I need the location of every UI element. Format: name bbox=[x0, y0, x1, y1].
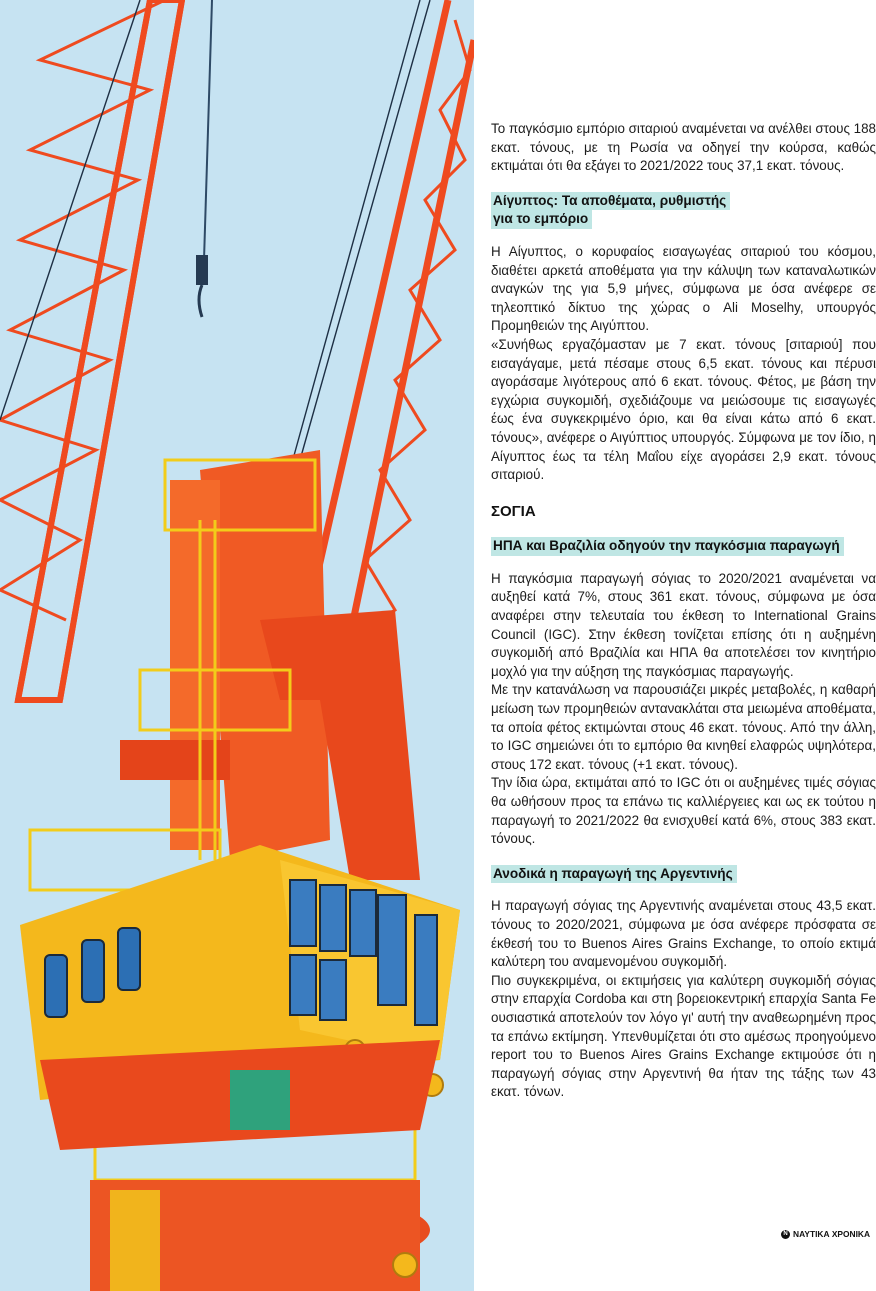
article-column bbox=[491, 120, 876, 1102]
publication-logo-icon: N bbox=[781, 1230, 790, 1239]
egypt-paragraph-2: «Συνήθως εργαζόμασταν με 7 εκατ. τόνους [σιταριού] που εισαγάγαμε, μετά πέσαμε στους 6,5 εκατ. τόνους και πέρυσι αγοράσαμε λιγότερους από 6 εκατ. τόνους. Φέτος, με βάση την εγχώρια συγκομιδή, σχεδιάζουμε να μειώσουμε τις εισαγωγές έως ένα συγκεκριμένο όριο, και θα είναι κάτω από 6 εκατ. τόνους», ανέφερε ο Αιγύπτιος υπουργός. Σύμφωνα με τον ίδιο, η Αίγυπτος έως τα τέλη Μαΐου είχε αγοράσει 2,9 εκατ. τόνους σιταριού. bbox=[491, 336, 876, 483]
intro-paragraph: Το παγκόσμιο εμπόριο σιταριού αναμένεται να ανέλθει στους 188 εκατ. τόνους, με τη Ρωσία να οδηγεί την κούρσα, καθώς εκτιμάται ότι θα εξάγει το 2021/2022 τους 37,1 εκατ. τόνους. bbox=[491, 121, 876, 174]
hook-block bbox=[196, 255, 208, 285]
usa-brazil-heading bbox=[491, 537, 876, 556]
usa-brazil-paragraph-2: Με την κατανάλωση να παρουσιάζει μικρές μεταβολές, η καθαρή μείωση των προμηθειών αντανακλάται στα μειωμένα αποθέματα, τα οποία φέτος εκτιμώνται στους 46 εκατ. τόνους. Από την άλλη, το IGC σημειώνει ότι το εμπόριο θα κινηθεί ελαφρώς υψηλότερα, στους 172 εκατ. τόνους (+1 εκατ. τόνους). bbox=[491, 682, 876, 772]
usa-brazil-paragraph-3: Την ίδια ώρα, εκτιμάται από το IGC ότι οι αυξημένες τιμές σόγιας θα ωθήσουν προς τα επάνω τις καλλιέργειες και ως εκ τούτου η παραγωγή το 2021/2022 θα ενισχυθεί κατά 6%, στους 383 εκατ. τόνους. bbox=[491, 775, 876, 847]
egypt-paragraph-1: Η Αίγυπτος, ο κορυφαίος εισαγωγέας σιταριού του κόσμου, διαθέτει αρκετά αποθέματα για την κάλυψη των καταναλωτικών αναγκών της για 5,9 μήνες, σύμφωνα με όσα ανέφερε σε τηλεοπτικό δίκτυο της χώρας ο Ali Moselhy, υπουργός Προμηθειών της Αιγύπτου. bbox=[491, 243, 876, 334]
argentina-heading bbox=[491, 865, 876, 884]
egypt-heading bbox=[491, 192, 876, 229]
egypt-heading-line2: για το εμπόριο bbox=[491, 210, 592, 229]
publication-footer bbox=[781, 1229, 870, 1239]
argentina-heading-text: Ανοδικά η παραγωγή της Αργεντινής bbox=[491, 865, 737, 884]
argentina-paragraph-2: Πιο συγκεκριμένα, οι εκτιμήσεις για καλύτερη συγκομιδή σόγιας στην επαρχία Cordoba και στη βορειοκεντρική επαρχία Santa Fe ουσιαστικά αποτελούν τον λόγο γι' αυτή την αναθεωρημένη προς τα επάνω εκτίμηση. Υπενθυμίζεται ότι στο αμέσως προηγούμενο report του το Buenos Aires Grains Exchange εκτιμούσε ότι η παραγωγή σόγιας στην Αργεντινή θα ήταν της τάξης των 43 εκατ. τόνων. bbox=[491, 972, 876, 1100]
argentina-paragraph-1: Η παραγωγή σόγιας της Αργεντινής αναμένεται στους 43,5 εκατ. τόνους το 2020/2021, σύμφωνα με όσα ανέφερε πρόσφατα σε έκθεσή του το Buenos Aires Grains Exchange, το οποίο εκτιμά καλύτερη του αναμενομένου συγκομιδή. bbox=[491, 898, 876, 970]
usa-brazil-heading-text: ΗΠΑ και Βραζιλία οδηγούν την παγκόσμια παραγωγή bbox=[491, 537, 844, 556]
usa-brazil-paragraph-1: Η παγκόσμια παραγωγή σόγιας το 2020/2021 αναμένεται να αυξηθεί κατά 7%, στους 361 εκατ. τόνους, σύμφωνα με όσα αναφέρει στην τελευταία του έκθεση το International Grains Council (IGC). Στην έκθεση τονίζεται επίσης ότι η αυξημένη συγκομιδή από Βραζιλία και ΗΠΑ θα αποτελέσει τον κινητήριο μοχλό για την αύξηση της παγκόσμιας παραγωγής. bbox=[491, 570, 876, 679]
section-title-soy: ΣΟΓΙΑ bbox=[491, 502, 536, 520]
egypt-heading-line1: Αίγυπτος: Τα αποθέματα, ρυθμιστής bbox=[491, 192, 730, 211]
publication-name: ΝΑΥΤΙΚΑ ΧΡΟΝΙΚΑ bbox=[793, 1229, 870, 1239]
